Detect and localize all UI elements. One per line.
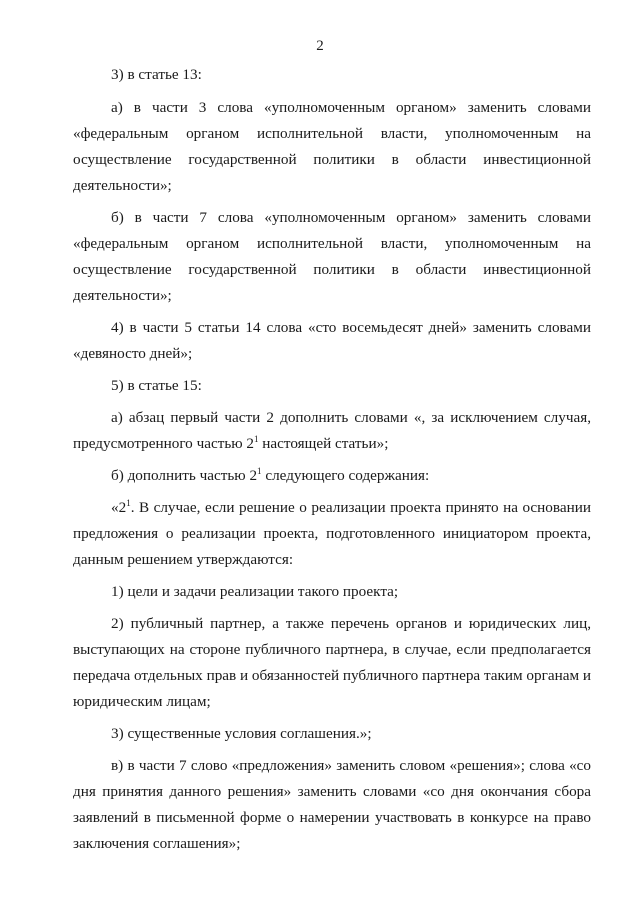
superscript: 1: [126, 498, 131, 508]
paragraph-8: [73, 495, 591, 573]
paragraph-5: 5) в статье 15:: [111, 377, 202, 394]
paragraph-7: [73, 463, 591, 489]
superscript: 1: [257, 466, 262, 476]
paragraph-9: 1) цели и задачи реализации такого проекта;: [111, 583, 399, 600]
paragraph-4: 4) в части 5 статьи 14 слова «сто восемьдесят дней» заменить словами «девяносто дней»;: [73, 319, 591, 362]
paragraph-6-text: а) абзац первый части 2 дополнить словами «, за исключением случая, предусмотренного частью 2: [73, 409, 591, 452]
paragraph-6: [73, 405, 591, 457]
paragraph-12: в) в части 7 слово «предложения» заменить словом «решения»; слова «со дня принятия данного решения» заменить словами «со дня окончания сбора заявлений в письменной форме о намерении участвовать в конкурсе на право заключения соглашения»;: [73, 757, 591, 852]
paragraph-6-text-end: настоящей статьи»;: [258, 435, 389, 452]
paragraph-7-text: б) дополнить частью 2: [111, 467, 258, 484]
paragraph-3: б) в части 7 слова «уполномоченным органом» заменить словами «федеральным органом исполнительной власти, уполномоченным на осуществление государственной политики в области инвестиционной деятельности»;: [73, 209, 591, 304]
document-body: [73, 62, 591, 857]
page-number: 2: [316, 38, 324, 54]
paragraph-7-text-end: следующего содержания:: [261, 467, 430, 484]
paragraph-8-text-end: . В случае, если решение о реализации проекта принято на основании предложения о реализации проекта, подготовленного инициатором проекта, данным решением утверждаются:: [73, 499, 591, 568]
superscript: 1: [254, 434, 259, 444]
paragraph-10: 2) публичный партнер, а также перечень органов и юридических лиц, выступающих на стороне публичного партнера, в случае, если предполагается передача отдельных прав и обязанностей публичного партнера таким органам и юридическим лицам;: [73, 615, 591, 710]
paragraph-8-text: «2: [111, 499, 127, 516]
paragraph-11: 3) существенные условия соглашения.»;: [111, 725, 372, 742]
paragraph-1: 3) в статье 13:: [111, 66, 202, 83]
paragraph-2: а) в части 3 слова «уполномоченным органом» заменить словами «федеральным органом исполнительной власти, уполномоченным на осуществление государственной политики в области инвестиционной деятельности»;: [73, 99, 591, 194]
